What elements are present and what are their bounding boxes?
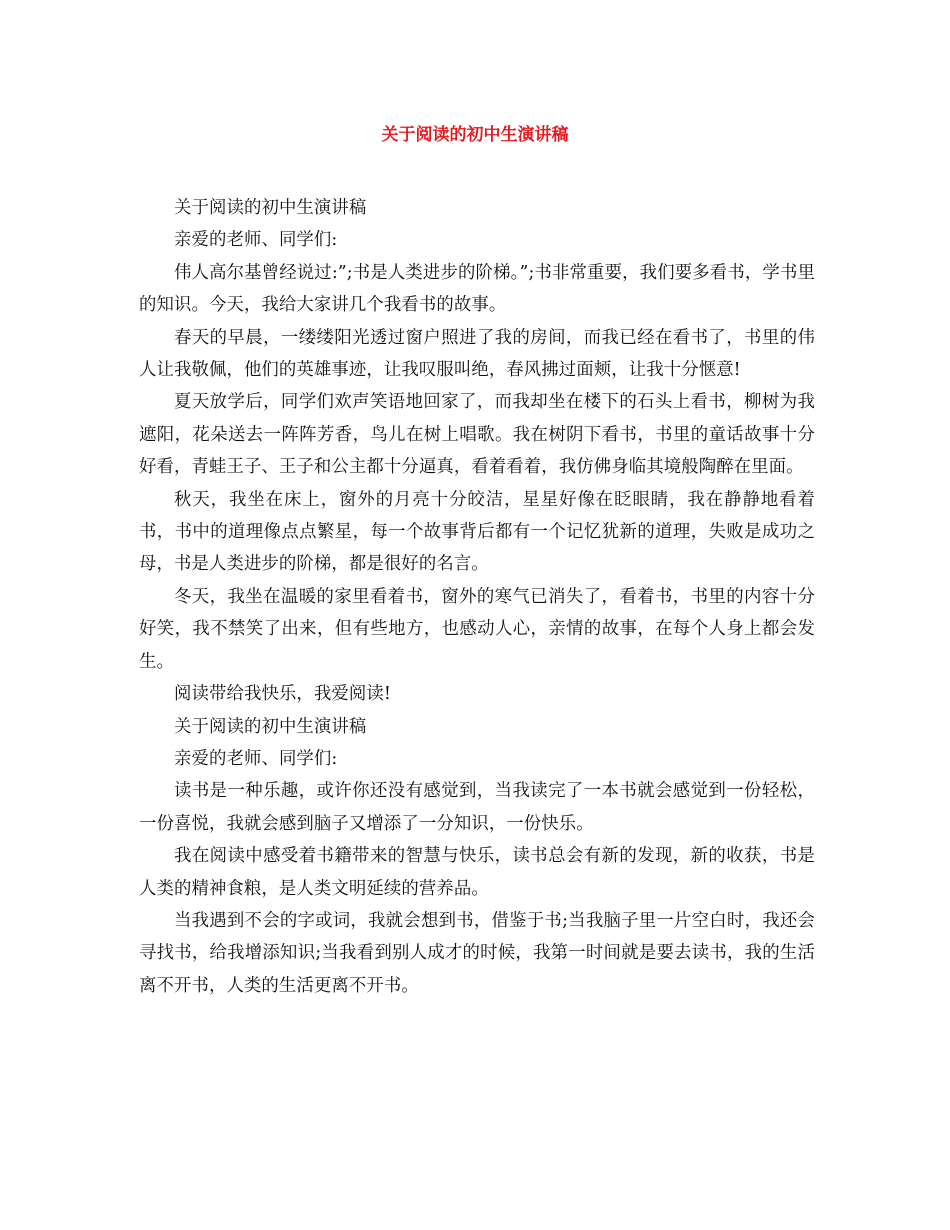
- paragraph: 夏天放学后，同学们欢声笑语地回家了，而我却坐在楼下的石头上看书，柳树为我遮阳，花朵送去一阵阵芳香，鸟儿在树上唱歌。我在树阴下看书，书里的童话故事十分好看，青蛙王子、王子和公主都十分逼真，看着看着，我仿佛身临其境般陶醉在里面。: [139, 392, 815, 478]
- document-title: 关于阅读的初中生演讲稿: [381, 125, 569, 145]
- paragraph: 亲爱的老师、同学们:: [174, 230, 338, 251]
- paragraph: 春天的早晨，一缕缕阳光透过窗户照进了我的房间，而我已经在看书了，书里的伟人让我敬佩，他们的英雄事迹，让我叹服叫绝，春风拂过面颊，让我十分惬意!: [139, 327, 815, 381]
- paragraph: 亲爱的老师、同学们:: [174, 748, 338, 769]
- paragraph: 关于阅读的初中生演讲稿: [174, 198, 367, 218]
- paragraph: 阅读带给我快乐，我爱阅读!: [174, 684, 391, 705]
- paragraph: 读书是一种乐趣，或许你还没有感觉到，当我读完了一本书就会感觉到一份轻松，一份喜悦，我就会感到脑子又增添了一分知识，一份快乐。: [139, 781, 815, 834]
- paragraph: 我在阅读中感受着书籍带来的智慧与快乐，读书总会有新的发现，新的收获，书是人类的精神食粮，是人类文明延续的营养品。: [139, 846, 815, 899]
- paragraph: 伟人高尔基曾经说过:”;书是人类进步的阶梯。”;书非常重要，我们要多看书，学书里的知识。今天，我给大家讲几个我看书的故事。: [139, 262, 815, 316]
- paragraph: 关于阅读的初中生演讲稿: [174, 716, 367, 737]
- paragraph: 秋天，我坐在床上，窗外的月亮十分皎洁，星星好像在眨眼睛，我在静静地看着书，书中的道理像点点繁星，每一个故事背后都有一个记忆犹新的道理，失败是成功之母，书是人类进步的阶梯，都是很好的名言。: [139, 489, 815, 575]
- paragraph: 当我遇到不会的字或词，我就会想到书，借鉴于书;当我脑子里一片空白时，我还会寻找书，给我增添知识;当我看到别人成才的时候，我第一时间就是要去读书，我的生活离不开书，人类的生活更离不开书。: [139, 910, 815, 996]
- document-body: [139, 192, 815, 1002]
- paragraph: 冬天，我坐在温暖的家里看着书，窗外的寒气已消失了，看着书，书里的内容十分好笑，我不禁笑了出来，但有些地方，也感动人心，亲情的故事，在每个人身上都会发生。: [139, 586, 815, 672]
